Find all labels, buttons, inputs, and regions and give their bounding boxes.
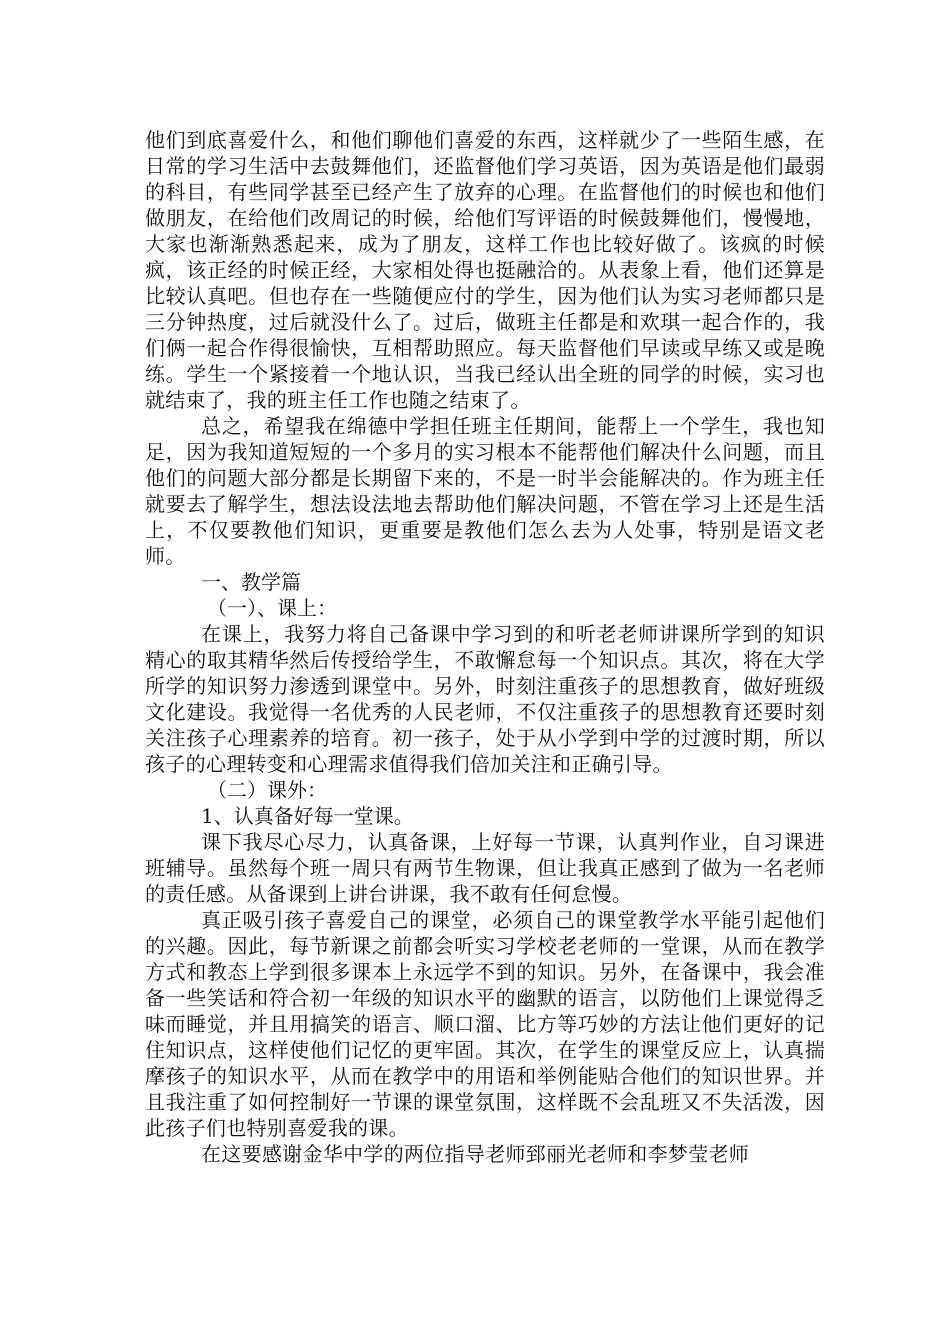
document-body — [145, 127, 825, 1167]
section-heading-teaching: 一、教学篇 — [201, 570, 301, 594]
paragraph-attract-students: 真正吸引孩子喜爱自己的课堂，必须自己的课堂教学水平能引起他们的兴趣。因此，每节新课之前都会听实习学校老老师的一堂课，从而在教学方式和教态上学到很多课本上永远学不到的知识。另外，在备课中，我会准备一些笑话和符合初一年级的知识水平的幽默的语言，以防他们上课觉得乏味而睡觉，并且用搞笑的语言、顺口溜、比方等巧妙的方法让他们更好的记住知识点，这样使他们记忆的更牢固。其次，在学生的课堂反应上，认真揣摩孩子的知识水平，从而在教学中的用语和举例能贴合他们的知识世界。并且我注重了如何控制好一节课的课堂氛围，这样既不会乱班又不失活泼，因此孩子们也特别喜爱我的课。 — [145, 908, 825, 1140]
paragraph-lesson-prep: 课下我尽心尽力，认真备课，上好每一节课，认真判作业，自习课进班辅导。虽然每个班一周只有两节生物课，但让我真正感到了做为一名老师的责任感。从备课到上讲台讲课，我不敢有任何怠慢。 — [145, 830, 825, 906]
subsection-heading-in-class: （一）、课上： — [207, 596, 337, 620]
paragraph-in-class: 在课上，我努力将自己备课中学习到的和听老老师讲课所学到的知识精心的取其精华然后传授给学生，不敢懈怠每一个知识点。其次，将在大学所学的知识努力渗透到课堂中。另外，时刻注重孩子的思想教育，做好班级文化建设。我觉得一名优秀的人民老师，不仅注重孩子的思想教育还要时刻关注孩子心理素养的培育。初一孩子，处于从小学到中学的过渡时期，所以孩子的心理转变和心理需求值得我们倍加关注和正确引导。 — [145, 622, 825, 776]
paragraph-thanks: 在这要感谢金华中学的两位指导老师郅丽光老师和李梦莹老师 — [201, 1142, 750, 1166]
paragraph-class-management: 他们到底喜爱什么，和他们聊他们喜爱的东西，这样就少了一些陌生感，在日常的学习生活中去鼓舞他们，还监督他们学习英语，因为英语是他们最弱的科目，有些同学甚至已经产生了放弃的心理。在监督他们的时候也和他们做朋友，在给他们改周记的时候，给他们写评语的时候鼓舞他们，慢慢地，大家也渐渐熟悉起来，成为了朋友，这样工作也比较好做了。该疯的时候疯，该正经的时候正经，大家相处得也挺融洽的。从表象上看，他们还算是比较认真吧。但也存在一些随便应付的学生，因为他们认为实习老师都只是三分钟热度，过后就没什么了。过后，做班主任都是和欢琪一起合作的，我们俩一起合作得很愉快，互相帮助照应。每天监督他们早读或早练又或是晚练。学生一个紧接着一个地认识，当我已经认出全班的同学的时候，实习也就结束了，我的班主任工作也随之结束了。 — [145, 128, 825, 412]
paragraph-summary: 总之，希望我在绵德中学担任班主任期间，能帮上一个学生，我也知足，因为我知道短短的一个多月的实习根本不能帮他们解决什么问题，而且他们的问题大部分都是长期留下来的，不是一时半会能解决的。作为班主任就要去了解学生，想法设法地去帮助他们解决问题，不管在学习上还是生活上，不仅要教他们知识，更重要是教他们怎么去为人处事，特别是语文老师。 — [145, 414, 825, 568]
item-heading-prepare-lessons: 1、认真备好每一堂课。 — [201, 804, 414, 828]
subsection-heading-after-class: （二）课外： — [207, 778, 327, 802]
